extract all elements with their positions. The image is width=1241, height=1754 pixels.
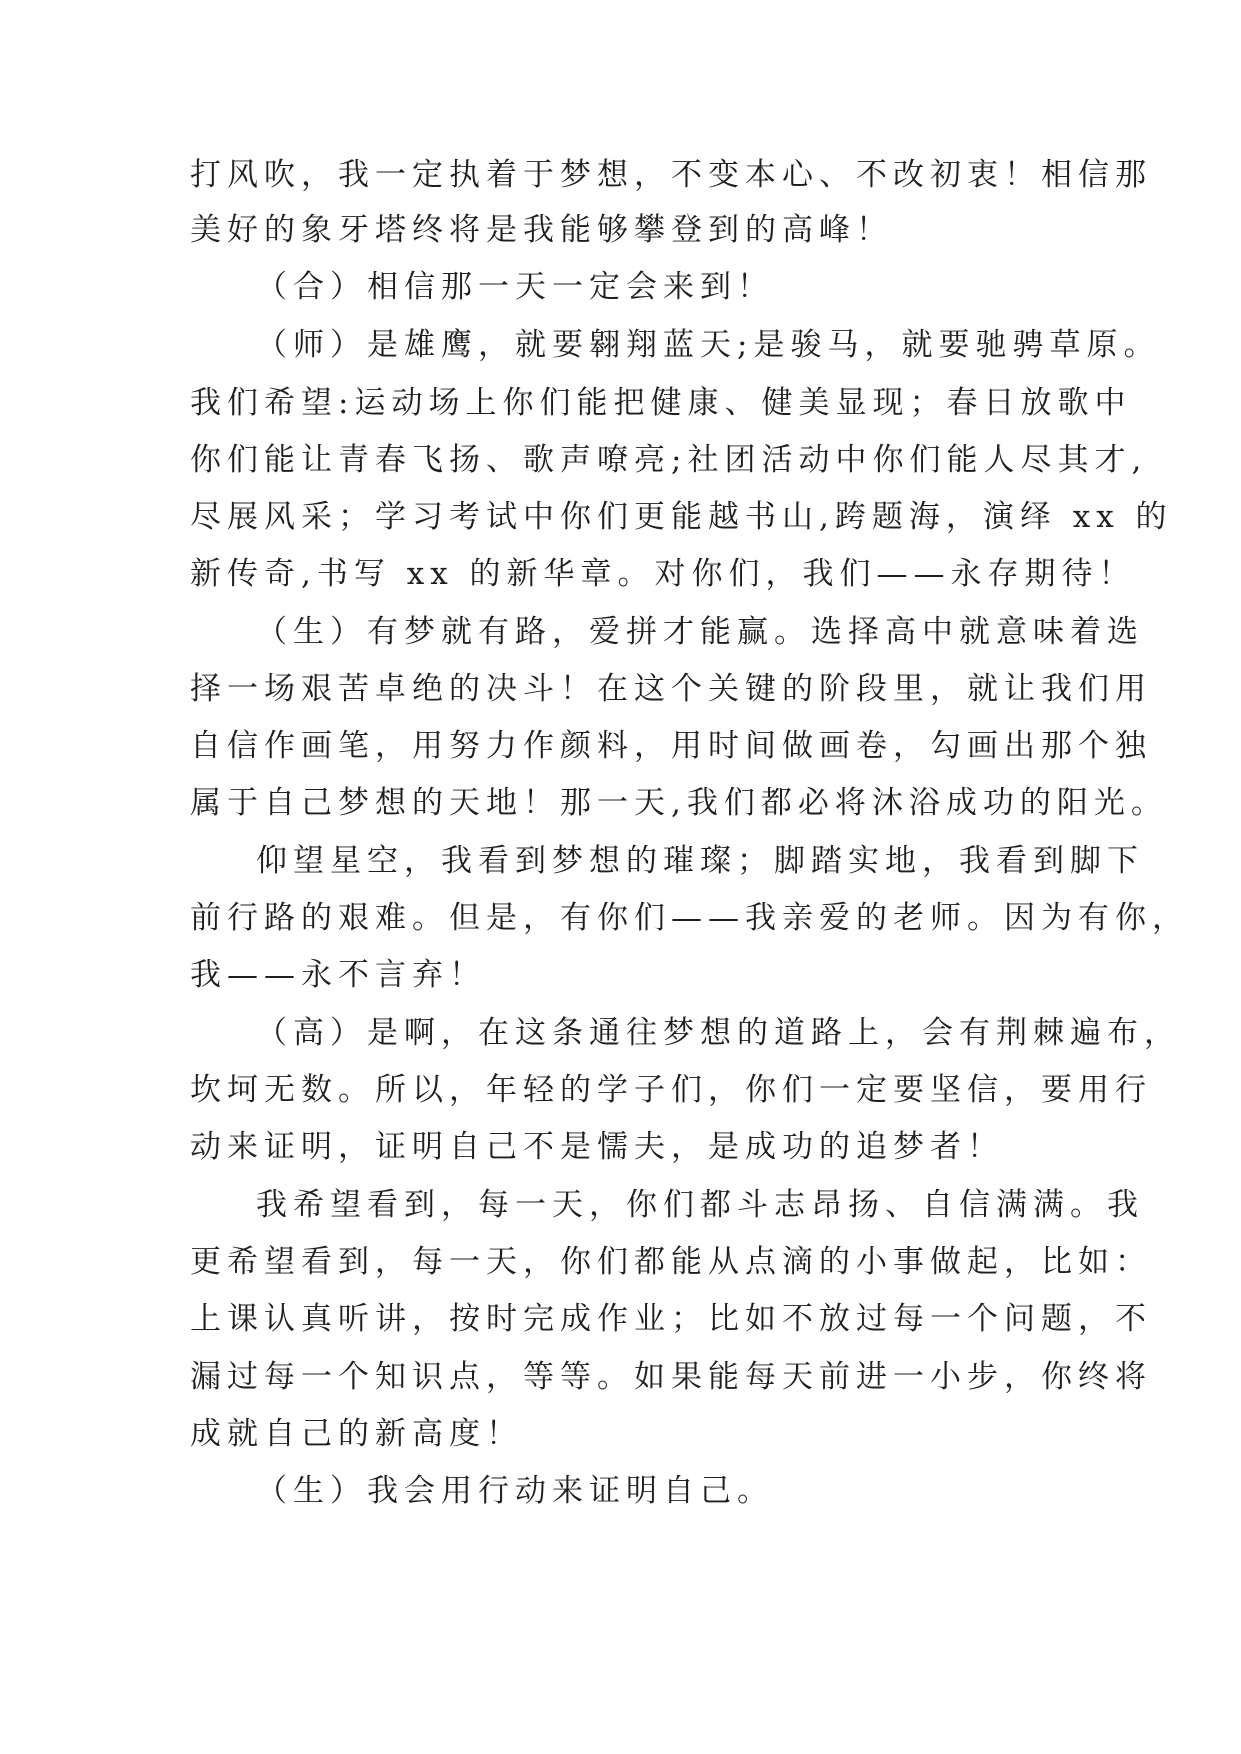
text-line: 新传奇,书写 xx 的新华章。对你们，我们——永存期待！	[190, 556, 1136, 592]
text-line: 漏过每一个知识点，等等。如果能每天前进一小步，你终将	[190, 1359, 1152, 1395]
text-line: （师）是雄鹰，就要翱翔蓝天;是骏马，就要驰骋草原。	[256, 327, 1161, 363]
text-line: （生）有梦就有路，爱拼才能赢。选择高中就意味着选	[256, 614, 1144, 650]
text-line: 前行路的艰难。但是，有你们——我亲爱的老师。因为有你，	[190, 900, 1189, 936]
text-line: 我——永不言弃！	[190, 957, 486, 993]
text-line: 打风吹，我一定执着于梦想，不变本心、不改初衷！相信那	[190, 157, 1152, 193]
text-line: （高）是啊，在这条通往梦想的道路上，会有荆棘遍布，	[256, 1015, 1181, 1051]
text-line: 择一场艰苦卓绝的决斗！在这个关键的阶段里，就让我们用	[190, 671, 1152, 707]
text-line: 自信作画笔，用努力作颜料，用时间做画卷，勾画出那个独	[190, 728, 1152, 764]
text-line: 动来证明，证明自己不是懦夫，是成功的追梦者！	[190, 1129, 1004, 1165]
text-line: （合）相信那一天一定会来到！	[256, 269, 774, 305]
text-line: 成就自己的新高度！	[190, 1416, 523, 1452]
text-line: （生）我会用行动来证明自己。	[256, 1473, 774, 1509]
text-line: 坎坷无数。所以，年轻的学子们，你们一定要坚信，要用行	[190, 1072, 1152, 1108]
text-line: 尽展风采；学习考试中你们更能越书山,跨题海，演绎 xx 的	[190, 499, 1173, 535]
text-line: 仰望星空，我看到梦想的璀璨；脚踏实地，我看到脚下	[256, 843, 1144, 879]
text-line: 上课认真听讲，按时完成作业；比如不放过每一个问题，不	[190, 1301, 1152, 1337]
text-line: 更希望看到，每一天，你们都能从点滴的小事做起，比如：	[190, 1244, 1152, 1280]
text-line: 属于自己梦想的天地！那一天,我们都必将沐浴成功的阳光。	[190, 785, 1168, 821]
text-line: 美好的象牙塔终将是我能够攀登到的高峰！	[190, 212, 893, 248]
text-line: 我希望看到，每一天，你们都斗志昂扬、自信满满。我	[256, 1187, 1144, 1223]
text-line: 你们能让青春飞扬、歌声嘹亮;社团活动中你们能人尽其才,	[190, 442, 1148, 478]
text-line: 我们希望:运动场上你们能把健康、健美显现；春日放歌中	[190, 385, 1132, 421]
